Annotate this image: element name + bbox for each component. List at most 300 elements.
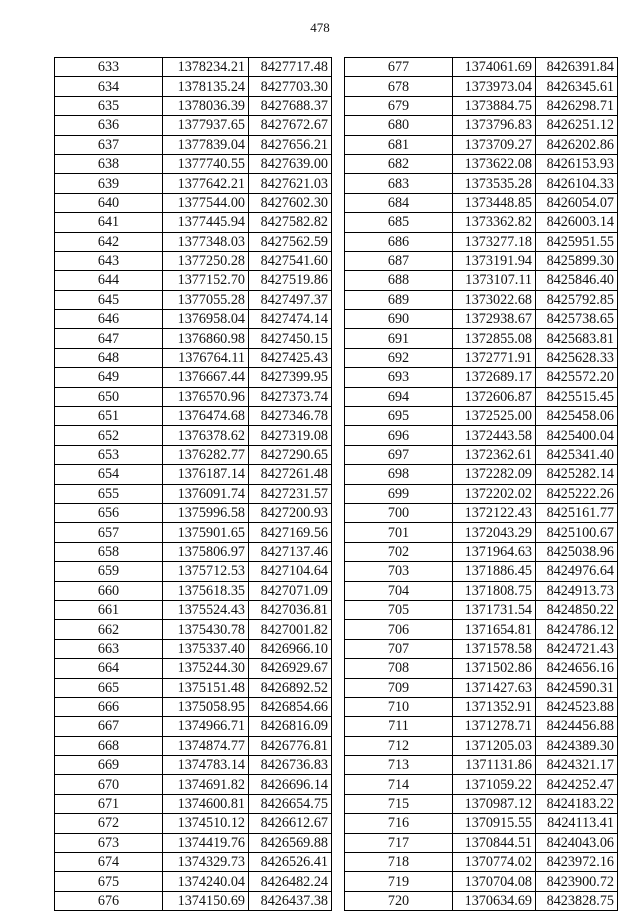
table-row — [345, 77, 618, 96]
point-number-cell: 707 — [345, 639, 453, 658]
point-number-cell: 695 — [345, 407, 453, 426]
point-number-cell: 657 — [55, 523, 163, 542]
table-row — [55, 853, 332, 872]
y-coordinate-cell: 8426345.61 — [536, 77, 618, 96]
point-number-cell: 648 — [55, 348, 163, 367]
point-number-cell: 703 — [345, 562, 453, 581]
y-coordinate-cell: 8426776.81 — [249, 736, 332, 755]
x-coordinate-cell: 1372202.02 — [453, 484, 536, 503]
x-coordinate-cell: 1371059.22 — [453, 775, 536, 794]
point-number-cell: 701 — [345, 523, 453, 542]
table-row — [345, 562, 618, 581]
y-coordinate-cell: 8426153.93 — [536, 154, 618, 173]
table-row — [55, 523, 332, 542]
point-number-cell: 673 — [55, 833, 163, 852]
point-number-cell: 640 — [55, 193, 163, 212]
point-number-cell: 660 — [55, 581, 163, 600]
table-row — [55, 348, 332, 367]
x-coordinate-cell: 1371352.91 — [453, 697, 536, 716]
y-coordinate-cell: 8426526.41 — [249, 853, 332, 872]
x-coordinate-cell: 1373191.94 — [453, 251, 536, 270]
table-row — [345, 310, 618, 329]
y-coordinate-cell: 8427474.14 — [249, 310, 332, 329]
y-coordinate-cell: 8427602.30 — [249, 193, 332, 212]
table-row — [345, 445, 618, 464]
point-number-cell: 641 — [55, 213, 163, 232]
x-coordinate-cell: 1373022.68 — [453, 290, 536, 309]
x-coordinate-cell: 1374240.04 — [163, 872, 249, 891]
x-coordinate-cell: 1377642.21 — [163, 174, 249, 193]
table-row — [55, 620, 332, 639]
x-coordinate-cell: 1373107.11 — [453, 271, 536, 290]
y-coordinate-cell: 8426612.67 — [249, 814, 332, 833]
x-coordinate-cell: 1375618.35 — [163, 581, 249, 600]
x-coordinate-cell: 1376378.62 — [163, 426, 249, 445]
x-coordinate-cell: 1378135.24 — [163, 77, 249, 96]
table-row — [345, 794, 618, 813]
x-coordinate-cell: 1374874.77 — [163, 736, 249, 755]
x-coordinate-cell: 1370634.69 — [453, 891, 536, 910]
x-coordinate-cell: 1377839.04 — [163, 135, 249, 154]
x-coordinate-cell: 1370844.51 — [453, 833, 536, 852]
y-coordinate-cell: 8426482.24 — [249, 872, 332, 891]
point-number-cell: 638 — [55, 154, 163, 173]
y-coordinate-cell: 8426298.71 — [536, 96, 618, 115]
y-coordinate-cell: 8424252.47 — [536, 775, 618, 794]
table-row — [55, 174, 332, 193]
point-number-cell: 655 — [55, 484, 163, 503]
x-coordinate-cell: 1371578.58 — [453, 639, 536, 658]
point-number-cell: 708 — [345, 659, 453, 678]
table-row — [55, 58, 332, 77]
y-coordinate-cell: 8425341.40 — [536, 445, 618, 464]
x-coordinate-cell: 1378234.21 — [163, 58, 249, 77]
y-coordinate-cell: 8425161.77 — [536, 503, 618, 522]
y-coordinate-cell: 8425400.04 — [536, 426, 618, 445]
point-number-cell: 714 — [345, 775, 453, 794]
y-coordinate-cell: 8427672.67 — [249, 116, 332, 135]
x-coordinate-cell: 1372689.17 — [453, 368, 536, 387]
x-coordinate-cell: 1373535.28 — [453, 174, 536, 193]
x-coordinate-cell: 1377055.28 — [163, 290, 249, 309]
y-coordinate-cell: 8425458.06 — [536, 407, 618, 426]
table-row — [55, 891, 332, 910]
point-number-cell: 713 — [345, 756, 453, 775]
x-coordinate-cell: 1378036.39 — [163, 96, 249, 115]
table-row — [55, 77, 332, 96]
x-coordinate-cell: 1376474.68 — [163, 407, 249, 426]
y-coordinate-cell: 8427541.60 — [249, 251, 332, 270]
point-number-cell: 653 — [55, 445, 163, 464]
table-row — [55, 251, 332, 270]
point-number-cell: 691 — [345, 329, 453, 348]
y-coordinate-cell: 8426251.12 — [536, 116, 618, 135]
point-number-cell: 682 — [345, 154, 453, 173]
table-row — [55, 193, 332, 212]
table-row — [345, 717, 618, 736]
table-row — [55, 872, 332, 891]
y-coordinate-cell: 8425846.40 — [536, 271, 618, 290]
point-number-cell: 664 — [55, 659, 163, 678]
x-coordinate-cell: 1372362.61 — [453, 445, 536, 464]
x-coordinate-cell: 1376187.14 — [163, 465, 249, 484]
point-number-cell: 642 — [55, 232, 163, 251]
y-coordinate-cell: 8424043.06 — [536, 833, 618, 852]
x-coordinate-cell: 1371427.63 — [453, 678, 536, 697]
table-row — [345, 620, 618, 639]
point-number-cell: 634 — [55, 77, 163, 96]
table-row — [55, 154, 332, 173]
table-row — [55, 465, 332, 484]
table-row — [55, 717, 332, 736]
x-coordinate-cell: 1373796.83 — [453, 116, 536, 135]
y-coordinate-cell: 8427717.48 — [249, 58, 332, 77]
table-row — [55, 407, 332, 426]
table-row — [55, 135, 332, 154]
y-coordinate-cell: 8426104.33 — [536, 174, 618, 193]
table-row — [55, 756, 332, 775]
point-number-cell: 720 — [345, 891, 453, 910]
table-row — [345, 58, 618, 77]
point-number-cell: 698 — [345, 465, 453, 484]
y-coordinate-cell: 8427261.48 — [249, 465, 332, 484]
point-number-cell: 674 — [55, 853, 163, 872]
point-number-cell: 711 — [345, 717, 453, 736]
point-number-cell: 668 — [55, 736, 163, 755]
table-row — [55, 213, 332, 232]
table-row — [345, 232, 618, 251]
y-coordinate-cell: 8425683.81 — [536, 329, 618, 348]
point-number-cell: 680 — [345, 116, 453, 135]
y-coordinate-cell: 8427231.57 — [249, 484, 332, 503]
y-coordinate-cell: 8427425.43 — [249, 348, 332, 367]
table-row — [345, 116, 618, 135]
y-coordinate-cell: 8427688.37 — [249, 96, 332, 115]
point-number-cell: 718 — [345, 853, 453, 872]
point-number-cell: 687 — [345, 251, 453, 270]
x-coordinate-cell: 1373277.18 — [453, 232, 536, 251]
x-coordinate-cell: 1374691.82 — [163, 775, 249, 794]
x-coordinate-cell: 1375244.30 — [163, 659, 249, 678]
y-coordinate-cell: 8427450.15 — [249, 329, 332, 348]
y-coordinate-cell: 8427639.00 — [249, 154, 332, 173]
table-row — [345, 368, 618, 387]
table-row — [345, 542, 618, 561]
x-coordinate-cell: 1371808.75 — [453, 581, 536, 600]
point-number-cell: 663 — [55, 639, 163, 658]
x-coordinate-cell: 1373362.82 — [453, 213, 536, 232]
y-coordinate-cell: 8426854.66 — [249, 697, 332, 716]
y-coordinate-cell: 8425899.30 — [536, 251, 618, 270]
y-coordinate-cell: 8426696.14 — [249, 775, 332, 794]
point-number-cell: 710 — [345, 697, 453, 716]
point-number-cell: 649 — [55, 368, 163, 387]
x-coordinate-cell: 1375058.95 — [163, 697, 249, 716]
x-coordinate-cell: 1374600.81 — [163, 794, 249, 813]
x-coordinate-cell: 1374966.71 — [163, 717, 249, 736]
y-coordinate-cell: 8427319.08 — [249, 426, 332, 445]
x-coordinate-cell: 1370774.02 — [453, 853, 536, 872]
table-row — [345, 581, 618, 600]
x-coordinate-cell: 1374510.12 — [163, 814, 249, 833]
table-row — [345, 96, 618, 115]
table-row — [55, 794, 332, 813]
point-number-cell: 646 — [55, 310, 163, 329]
y-coordinate-cell: 8427200.93 — [249, 503, 332, 522]
x-coordinate-cell: 1372282.09 — [453, 465, 536, 484]
point-number-cell: 644 — [55, 271, 163, 290]
y-coordinate-cell: 8424656.16 — [536, 659, 618, 678]
table-row — [345, 426, 618, 445]
point-number-cell: 670 — [55, 775, 163, 794]
y-coordinate-cell: 8427071.09 — [249, 581, 332, 600]
x-coordinate-cell: 1370704.08 — [453, 872, 536, 891]
point-number-cell: 716 — [345, 814, 453, 833]
point-number-cell: 690 — [345, 310, 453, 329]
y-coordinate-cell: 8426736.83 — [249, 756, 332, 775]
point-number-cell: 693 — [345, 368, 453, 387]
y-coordinate-cell: 8426003.14 — [536, 213, 618, 232]
point-number-cell: 635 — [55, 96, 163, 115]
point-number-cell: 675 — [55, 872, 163, 891]
y-coordinate-cell: 8423828.75 — [536, 891, 618, 910]
x-coordinate-cell: 1377445.94 — [163, 213, 249, 232]
y-coordinate-cell: 8426437.38 — [249, 891, 332, 910]
point-number-cell: 709 — [345, 678, 453, 697]
table-row — [55, 736, 332, 755]
point-number-cell: 671 — [55, 794, 163, 813]
point-number-cell: 636 — [55, 116, 163, 135]
table-row — [55, 116, 332, 135]
table-row — [345, 523, 618, 542]
x-coordinate-cell: 1375337.40 — [163, 639, 249, 658]
y-coordinate-cell: 8425628.33 — [536, 348, 618, 367]
y-coordinate-cell: 8424113.41 — [536, 814, 618, 833]
x-coordinate-cell: 1376282.77 — [163, 445, 249, 464]
x-coordinate-cell: 1375430.78 — [163, 620, 249, 639]
point-number-cell: 654 — [55, 465, 163, 484]
x-coordinate-cell: 1372043.29 — [453, 523, 536, 542]
point-number-cell: 719 — [345, 872, 453, 891]
y-coordinate-cell: 8427373.74 — [249, 387, 332, 406]
x-coordinate-cell: 1373622.08 — [453, 154, 536, 173]
table-row — [345, 135, 618, 154]
table-row — [55, 368, 332, 387]
x-coordinate-cell: 1376667.44 — [163, 368, 249, 387]
x-coordinate-cell: 1372122.43 — [453, 503, 536, 522]
x-coordinate-cell: 1375996.58 — [163, 503, 249, 522]
y-coordinate-cell: 8427346.78 — [249, 407, 332, 426]
x-coordinate-cell: 1373709.27 — [453, 135, 536, 154]
table-row — [55, 426, 332, 445]
point-number-cell: 658 — [55, 542, 163, 561]
table-row — [345, 697, 618, 716]
point-number-cell: 647 — [55, 329, 163, 348]
table-row — [55, 659, 332, 678]
table-row — [345, 853, 618, 872]
y-coordinate-cell: 8424850.22 — [536, 600, 618, 619]
x-coordinate-cell: 1377740.55 — [163, 154, 249, 173]
y-coordinate-cell: 8425038.96 — [536, 542, 618, 561]
x-coordinate-cell: 1372855.08 — [453, 329, 536, 348]
y-coordinate-cell: 8424389.30 — [536, 736, 618, 755]
point-number-cell: 639 — [55, 174, 163, 193]
table-row — [345, 756, 618, 775]
y-coordinate-cell: 8423900.72 — [536, 872, 618, 891]
point-number-cell: 694 — [345, 387, 453, 406]
table-row — [55, 542, 332, 561]
x-coordinate-cell: 1374419.76 — [163, 833, 249, 852]
point-number-cell: 702 — [345, 542, 453, 561]
table-row — [55, 562, 332, 581]
x-coordinate-cell: 1371502.86 — [453, 659, 536, 678]
point-number-cell: 681 — [345, 135, 453, 154]
y-coordinate-cell: 8424976.64 — [536, 562, 618, 581]
point-number-cell: 667 — [55, 717, 163, 736]
y-coordinate-cell: 8427036.81 — [249, 600, 332, 619]
point-number-cell: 685 — [345, 213, 453, 232]
table-row — [55, 581, 332, 600]
point-number-cell: 665 — [55, 678, 163, 697]
x-coordinate-cell: 1377250.28 — [163, 251, 249, 270]
y-coordinate-cell: 8427169.56 — [249, 523, 332, 542]
table-row — [345, 659, 618, 678]
point-number-cell: 715 — [345, 794, 453, 813]
y-coordinate-cell: 8427290.65 — [249, 445, 332, 464]
x-coordinate-cell: 1374329.73 — [163, 853, 249, 872]
y-coordinate-cell: 8425738.65 — [536, 310, 618, 329]
x-coordinate-cell: 1375806.97 — [163, 542, 249, 561]
table-row — [345, 736, 618, 755]
y-coordinate-cell: 8426202.86 — [536, 135, 618, 154]
table-row — [55, 329, 332, 348]
point-number-cell: 696 — [345, 426, 453, 445]
table-row — [55, 833, 332, 852]
x-coordinate-cell: 1376958.04 — [163, 310, 249, 329]
y-coordinate-cell: 8424786.12 — [536, 620, 618, 639]
y-coordinate-cell: 8426054.07 — [536, 193, 618, 212]
point-number-cell: 700 — [345, 503, 453, 522]
x-coordinate-cell: 1377937.65 — [163, 116, 249, 135]
point-number-cell: 683 — [345, 174, 453, 193]
point-number-cell: 650 — [55, 387, 163, 406]
table-row — [55, 775, 332, 794]
point-number-cell: 678 — [345, 77, 453, 96]
point-number-cell: 676 — [55, 891, 163, 910]
x-coordinate-cell: 1371964.63 — [453, 542, 536, 561]
y-coordinate-cell: 8424913.73 — [536, 581, 618, 600]
coordinates-table-right — [344, 57, 618, 911]
table-row — [345, 271, 618, 290]
table-row — [55, 697, 332, 716]
y-coordinate-cell: 8424721.43 — [536, 639, 618, 658]
x-coordinate-cell: 1371131.86 — [453, 756, 536, 775]
x-coordinate-cell: 1375712.53 — [163, 562, 249, 581]
point-number-cell: 651 — [55, 407, 163, 426]
coordinates-table-left — [54, 57, 332, 911]
point-number-cell: 704 — [345, 581, 453, 600]
point-number-cell: 712 — [345, 736, 453, 755]
x-coordinate-cell: 1370915.55 — [453, 814, 536, 833]
y-coordinate-cell: 8427656.21 — [249, 135, 332, 154]
table-row — [345, 775, 618, 794]
y-coordinate-cell: 8424590.31 — [536, 678, 618, 697]
y-coordinate-cell: 8427399.95 — [249, 368, 332, 387]
table-row — [345, 193, 618, 212]
point-number-cell: 692 — [345, 348, 453, 367]
table-row — [55, 271, 332, 290]
point-number-cell: 662 — [55, 620, 163, 639]
x-coordinate-cell: 1372771.91 — [453, 348, 536, 367]
y-coordinate-cell: 8427137.46 — [249, 542, 332, 561]
point-number-cell: 705 — [345, 600, 453, 619]
point-number-cell: 652 — [55, 426, 163, 445]
table-row — [345, 465, 618, 484]
y-coordinate-cell: 8427621.03 — [249, 174, 332, 193]
table-row — [345, 329, 618, 348]
x-coordinate-cell: 1373884.75 — [453, 96, 536, 115]
table-row — [55, 445, 332, 464]
table-row — [345, 503, 618, 522]
x-coordinate-cell: 1371205.03 — [453, 736, 536, 755]
point-number-cell: 699 — [345, 484, 453, 503]
x-coordinate-cell: 1370987.12 — [453, 794, 536, 813]
point-number-cell: 689 — [345, 290, 453, 309]
x-coordinate-cell: 1373448.85 — [453, 193, 536, 212]
y-coordinate-cell: 8425100.67 — [536, 523, 618, 542]
point-number-cell: 661 — [55, 600, 163, 619]
x-coordinate-cell: 1376570.96 — [163, 387, 249, 406]
y-coordinate-cell: 8426569.88 — [249, 833, 332, 852]
y-coordinate-cell: 8426929.67 — [249, 659, 332, 678]
y-coordinate-cell: 8427497.37 — [249, 290, 332, 309]
y-coordinate-cell: 8427582.82 — [249, 213, 332, 232]
y-coordinate-cell: 8425572.20 — [536, 368, 618, 387]
y-coordinate-cell: 8427104.64 — [249, 562, 332, 581]
point-number-cell: 688 — [345, 271, 453, 290]
x-coordinate-cell: 1376764.11 — [163, 348, 249, 367]
x-coordinate-cell: 1372443.58 — [453, 426, 536, 445]
x-coordinate-cell: 1371278.71 — [453, 717, 536, 736]
y-coordinate-cell: 8427562.59 — [249, 232, 332, 251]
table-row — [55, 232, 332, 251]
table-row — [55, 503, 332, 522]
y-coordinate-cell: 8426966.10 — [249, 639, 332, 658]
x-coordinate-cell: 1377544.00 — [163, 193, 249, 212]
table-row — [55, 290, 332, 309]
x-coordinate-cell: 1376860.98 — [163, 329, 249, 348]
table-row — [55, 639, 332, 658]
point-number-cell: 637 — [55, 135, 163, 154]
point-number-cell: 645 — [55, 290, 163, 309]
table-row — [345, 484, 618, 503]
point-number-cell: 669 — [55, 756, 163, 775]
y-coordinate-cell: 8423972.16 — [536, 853, 618, 872]
x-coordinate-cell: 1374061.69 — [453, 58, 536, 77]
x-coordinate-cell: 1374783.14 — [163, 756, 249, 775]
x-coordinate-cell: 1372938.67 — [453, 310, 536, 329]
y-coordinate-cell: 8426654.75 — [249, 794, 332, 813]
point-number-cell: 686 — [345, 232, 453, 251]
y-coordinate-cell: 8425792.85 — [536, 290, 618, 309]
y-coordinate-cell: 8426892.52 — [249, 678, 332, 697]
point-number-cell: 633 — [55, 58, 163, 77]
y-coordinate-cell: 8426391.84 — [536, 58, 618, 77]
y-coordinate-cell: 8425222.26 — [536, 484, 618, 503]
x-coordinate-cell: 1376091.74 — [163, 484, 249, 503]
table-row — [55, 600, 332, 619]
x-coordinate-cell: 1375901.65 — [163, 523, 249, 542]
